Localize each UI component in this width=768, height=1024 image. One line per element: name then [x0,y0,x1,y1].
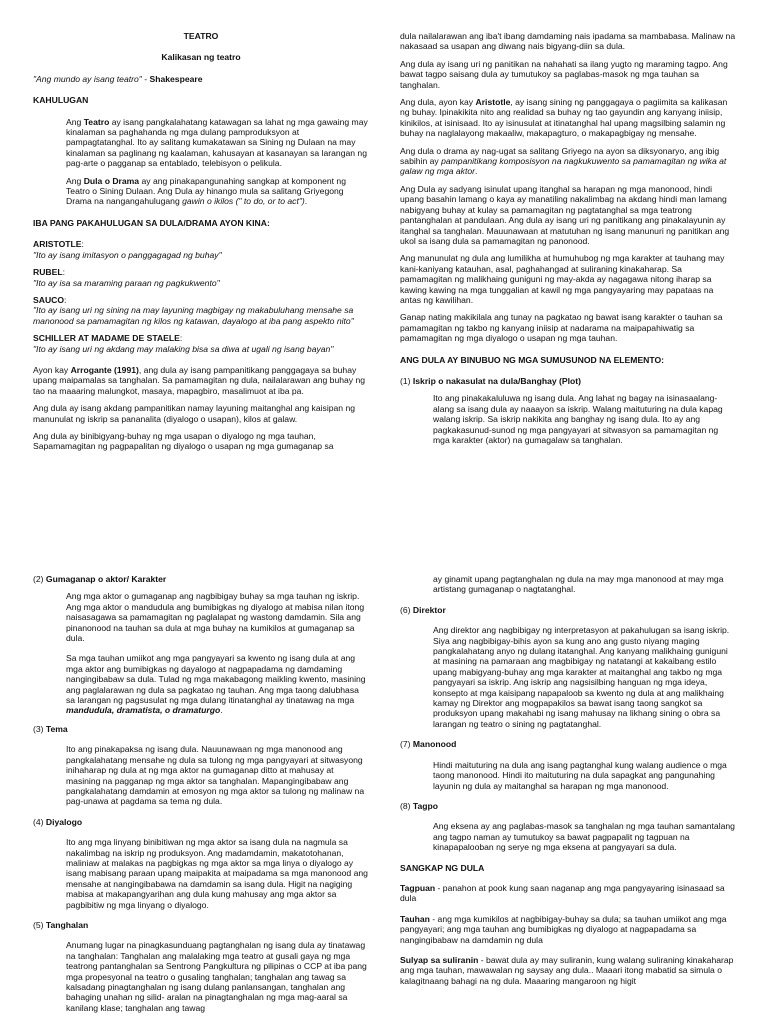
document-subtitle: Kalikasan ng teatro [161,52,241,63]
element-6-heading [400,605,736,615]
element-number: (3) [33,723,46,734]
sangkap-text: - ang mga kumikilos at nagbibigay-buhay sa dula; sa tauhan umiikot ang mga pangyayari; ang mga tauhan ang bumibigkas ng diyalogo at nagpapadama sa nangingibabaw na damdamin ng dula [400,913,727,945]
element-2-body: Sa mga tauhan umiikot ang mga pangyayari sa kwento ng isang dula at ang mga aktor ang bumibigkas ng dayalogo at nagpapadama ng damdaming nangingibabaw sa dula. Tulad ng mga makabagong maikling kwento, masining ang paglalarawan ng dula sa pagkatao ng tauhan. Ang mga taong dalubhasa sa larangan ng pagsusulat ng mga dulang itinatanghal ay tinatawag na mga [66,653,366,706]
element-6-text: Ang direktor ang nagbibigay ng interpretasyon at pakahulugan sa isang iskrip. Siya ang nagbibigay-bihis ayon sa kung ano ang gusto niyang maging pangkalahatang anyo ng dulang itatanghal. Ang kanyang malikhaing guniguni at masining na pamaraan ang magbibigay ng natatangi at kakaibang estilo upang mabigyang-buhay ang mga karakter at maitanghal ang takbo ng mga pangyayari sa iskrip. Ang iskrip ang nagsisilbing hanguan ng mga ideya, konsepto at mga kaisipang napapaloob sa kwento ng dula at ang malikhaing kamay ng Direktor ang mogpapakilos sa bawat isang taong sangkot sa produksyon upang makahabi ng isang mahusay na likhang sining o obra sa larangan ng teatro o sining ng pagtatanghal. [433,625,730,729]
griyego-end: . [475,166,478,177]
teatro-pre: Ang [66,116,84,127]
page2-left-column [33,574,369,1020]
definition-text: "Ito ay isa sa maraming paraan ng pagkukwento" [33,277,220,288]
element-1-heading [400,376,736,386]
aristotle-body: , ay isang sining ng panggagaya o pagiimita sa kalikasan ng buhay. Ipinakikita nito ang realidad sa buhay ng tao gayundin ang kanyang iniisip, kinikilos, at isinisaad. Ito ay isinusulat at itinatanghal hal upang magsilbing salamin ng buhay na naglalayong makaaliw, makapagturo, o makapagbigay ng mensahe. [400,97,728,139]
element-number: (8) [400,800,413,811]
element-number: (5) [33,919,46,930]
akdang-paragraph: Ang dula ay isang akdang pampanitikan namay layuning maitanghal ang kaisipan ng manunulat ng iskrip sa pananalita (diyalogo o usapan), kilos at galaw. [33,403,356,424]
griyego-pre: Ang dula o drama ay nag-ugat sa salitang Griyego na ayon sa diksyonaryo, ang ibig sabihin ay [400,145,720,167]
dula-pre: Ang [66,175,84,186]
dula-term: Dula o Drama [83,175,140,186]
element-number: (4) [33,816,46,827]
definition-text: "Ito ay isang uri ng sining na may layuning magbigay ng makabuluhang mensahe sa manonood sa pamamagitan ng kilos ng katawan, dayalogo at iba pang aspekto nito" [33,305,354,326]
yugto-paragraph: Ang dula ay isang uri ng panitikan na nahahati sa ilang yugto ng maraming tagpo. Ang bawat tagpo saisang dula ay tumutukoy sa paglabas-masok ng mga tauhan sa tanghalan. [400,58,728,90]
definition-schiller [33,333,369,354]
definition-rubel [33,267,369,288]
element-number: (6) [400,604,413,615]
itanghal-paragraph: Ang Dula ay sadyang isinulat upang itanghal sa harapan ng mga manonood, hindi upang basahin lamang o kaya ay manatiling nakalimbag na akdang hindi man lamang nabigyang buhay at kulay sa pamamagitan ng pagtatanghal sa mga teatrong pantanghalan at pandulaan. Ang dula ay isang uri ng panitikang ang pinakalayunin ay itanghal sa tanghalan. Mauunawaan at matutuhan ng isang manunuri ng panitikan ang ukol sa isang dula sa pamamagitan ng panonood. [400,183,730,246]
arrogante-name: Arrogante (1991) [70,364,139,375]
epigraph-author: Shakespeare [149,73,203,84]
sangkap-text: - panahon at pook kung saan naganap ang mga pangyayaring isinasaad sa dula [400,882,725,904]
colon: : [179,333,183,344]
element-5-continued: ay ginamit upang pagtanghalan ng dula na may mga manonood at may mga artistang gumaganap o nagtatanghal. [433,574,724,595]
element-title: Iskrip o nakasulat na dula/Banghay (Plot) [412,375,581,386]
continued-paragraph: dula nailalarawan ang iba't ibang damdaming nais ipadama sa mambabasa. Malinaw na nakasaad sa usapan ang diwang nais bigyang-diin sa dula. [400,31,736,52]
pagkatao-paragraph: Ganap nating makikilala ang tunay na pagkatao ng bawat isang karakter o tauhan sa pamamagitan ng takbo ng kanyang iniisip at nadarama na maipapahiwatig sa pamamagitan ng mga diyalogo o usapan ng mga tauhan. [400,312,723,344]
griyego-paragraph [400,146,736,177]
sangkap-term: Sulyap sa suliranin [400,954,479,965]
epigraph-separator: - [141,73,150,84]
document-title: TEATRO [183,31,219,41]
griyego-italic: pampanitikang komposisyon na nagkukuwento sa pamamagitan ng wika at galaw ng mga aktor [400,156,727,177]
aristotle-name: Aristotle [475,97,511,108]
page1-left-column [33,31,369,459]
definition-text: "Ito ay isang imitasyon o panggagagad ng buhay" [33,249,222,260]
definition-author: ARISTOTLE [33,239,82,250]
element-number: (1) [400,375,413,386]
element-4-text: Ito ang mga linyang binibitiwan ng mga aktor sa isang dula na nagmula sa nakalimbag na iskrip ng produksyon. Ang madamdamin, makatotohanan, maliniaw at malakas na pagbigkas ng mga aktor sa mga linya o diyalogo ay isang mabisang paraan upang maipakita at maipadama sa mga manonood ang mensahe at nangingibabawa na damdamin sa isang dula. Higit na nagiging mabisa at makapangyarihan ang dula kung mahusay ang mga aktor sa pagbibitiw ng mga linyang o diyalogo. [66,837,368,910]
page1-right-column [400,31,736,452]
sangkap-tagpuan [400,883,736,904]
element-2-end: . [220,705,223,716]
sangkap-heading: SANGKAP NG DULA [400,862,485,873]
epigraph-quote: "Ang mundo ay isang teatro" [33,73,142,84]
arrogante-pre: Ayon kay [33,364,71,375]
element-2-text-2 [66,653,369,715]
page2-right-column [400,574,736,993]
epigraph [33,74,369,84]
definition-author: RUBEL [33,267,63,278]
dula-italic: gawin o ikilos (" to do, or to act") [182,196,305,207]
element-4-heading [33,817,369,827]
sangkap-text: - bawat dula ay may suliranin, kung walang suliraning kinakaharap ang mga tauhan, mawawalan ng saysay ang dula.. Maaari itong mabatid sa simula o kalagitnaang bahagi na ng dula. Maaaring mangaroon ng higit [400,954,734,986]
element-title: Tema [45,723,68,734]
binibigyang-paragraph: Ang dula ay binibigyang-buhay ng mga usapan o diyalogo ng mga tauhan, Sapamamagitan ng pagpapalitan ng diyalogo o usapan ng mga gumaganap sa [33,430,334,452]
sangkap-term: Tauhan [400,913,430,924]
element-7-text: Hindi maituturing na dula ang isang pagtanghal kung walang audience o mga taong manonood. Hindi ito maituturing na dula sapagkat ang pangunahing layunin ng dula ay maitanghal sa harapan ng mga manonood. [433,759,727,791]
element-5-text: Anumang lugar na pinagkasunduang pagtanghalan ng isang dula ay tinatawag na tanghalan: Tanghalan ang malalaking mga teatro at gusali gaya ng mga teatrong pantanghalan sa Sentrong Pangkultura ng pilipinas o CCP at iba pang mga propesyonal na teatro o gusaling tanghalan; tanghalan ang tawag sa kalsadang pinagtanghalan ng isang dulang panlansangan, tanghalan ang bahaging unahan ng silid- aralan na pinagtanghalan ng mga mag-aaral sa kanilang klase; tanghalan ang tawag [66,940,367,1013]
colon: : [64,294,67,305]
element-title: Diyalogo [45,816,83,827]
colon: : [81,239,84,250]
manunulat-paragraph: Ang manunulat ng dula ang lumilikha at humuhubog ng mga karakter at tauhang may kani-kaniyang katauhan, asal, paghahangad at suliraning kinakaharap. Sa pamamagitan ng malikhaing guniguni ng may-akda ay nagagawa nitong iharap sa kawing kawing na mga tunggalian at kawil ng mga pangyayaring may papataas na antas ng kawilihan. [400,253,725,305]
element-title: Tagpo [412,800,439,811]
definition-sauco [33,295,369,326]
element-7-heading [400,739,736,749]
elements-heading: ANG DULA AY BINUBUO NG MGA SUMUSUNOD NA ELEMENTO: [400,354,665,365]
colon: : [62,267,65,278]
aristotle-pre: Ang dula, ayon kay [400,97,476,108]
dula-end: . [304,196,308,207]
element-5-heading [33,920,369,930]
sangkap-tauhan [400,914,736,945]
element-1-text: Ito ang pinakakaluluwa ng isang dula. Ang lahat ng bagay na isinasaalang-alang sa isang dula ay naaayon sa iskrip. Walang maituturing na dula kapag walang iskrip. Sa iskrip nakikita ang banghay ng isang dula. Ito ay ang pagkakasunud-sunod ng mga pangyayari at sitwasyon sa pamamagitan ng mga karakter (aktor) na gumagalaw sa tanghalan. [433,393,723,445]
element-title: Manonood [412,739,457,750]
teatro-paragraph [66,117,369,169]
definition-author: SAUCO [33,294,65,305]
element-8-text: Ang eksena ay ang paglabas-masok sa tanghalan ng mga tauhan samantalang ang tagpo naman ay tumutukoy sa bawat pagpapalit ng tagpuan na kinapapalooban ng serye ng mga eksena at pangyayari sa dula. [433,821,735,853]
arrogante-paragraph [33,365,369,396]
arrogante-body: , ang dula ay isang pampanitikang panggagaya sa buhay upang maipamalas sa tanghalan. Sa pamamagitan ng dula, nailalarawan ang buhay ng tao na maaaring malungkot, masaya, mapagbiro, masalimuot at iba pa. [33,364,366,396]
teatro-term: Teatro [83,116,110,127]
definition-author: SCHILLER AT MADAME DE STAELE [33,333,180,344]
sangkap-term: Tagpuan [400,882,436,893]
element-title: Gumaganap o aktor/ Karakter [45,574,167,584]
iba-heading: IBA PANG PAKAHULUGAN SA DULA/DRAMA AYON KINA: [33,217,270,228]
dula-paragraph [66,176,369,207]
sangkap-suliranin [400,955,736,986]
element-2-text-1: Ang mga aktor o gumaganap ang nagbibigay buhay sa mga tauhan ng iskrip. Ang mga aktor o mandudula ang bumibigkas ng diyalogo at mabisa nilan itong naisasagawa sa pamamagitan ng paglalapat ng wastong damdamin. Sila ang pinanonood na tauhan sa dula at mga buhay na kumikilos at gumaganap sa dula. [66,591,365,644]
element-title: Direktor [412,604,446,615]
element-3-heading [33,724,369,734]
definition-text: "Ito ay isang uri ng akdang may malaking bisa sa diwa at ugali ng isang bayan" [33,343,334,354]
element-2-italic: mandudula, dramatista, o dramaturgo [66,705,221,716]
element-2-heading [33,574,369,584]
dula-body: ay ang pinakapangunahing sangkap at komponent ng Teatro o Sining Dulaan. Ang Dula ay hinango mula sa salitang Griyegong Drama na nangangahulugang [66,175,346,207]
element-3-text: Ito ang pinakapaksa ng isang dula. Nauunawaan ng mga manonood ang pangkalahatang mensahe ng dula sa tulong ng mga pangyayari at sitwasyong inihaharap ng dula at ng mga aktor na gumaganap ditto at mahusay at masining na pagganap ng mga aktor sa tanghalan. Mapangingibabaw ang pangkalahatang damdamin at emosyon ng mga aktor sa tulong ng malinaw na pag-unawa at pagdama sa tema ng dula. [66,744,365,807]
definition-aristotle [33,239,369,260]
element-number: (2) [33,574,46,584]
teatro-body: ay isang pangkalahatang katawagan sa lahat ng mga gawaing may kinalaman sa paghahanda ng mga dulang pamproduksyon at pampagtatanghal. Ito ay salitang kumakatawan sa Sining ng Dulaan na may kinalaman sa paglinang ng kaalaman, kahusayan at kasanayan sa larangan ng pag-arte o pagganap sa entablado, telebisyon o pelikula. [66,116,368,169]
element-title: Tanghalan [45,919,89,930]
aristotle-paragraph [400,97,736,139]
element-number: (7) [400,739,413,750]
element-8-heading [400,801,736,811]
kahulugan-heading: KAHULUGAN [33,95,89,106]
